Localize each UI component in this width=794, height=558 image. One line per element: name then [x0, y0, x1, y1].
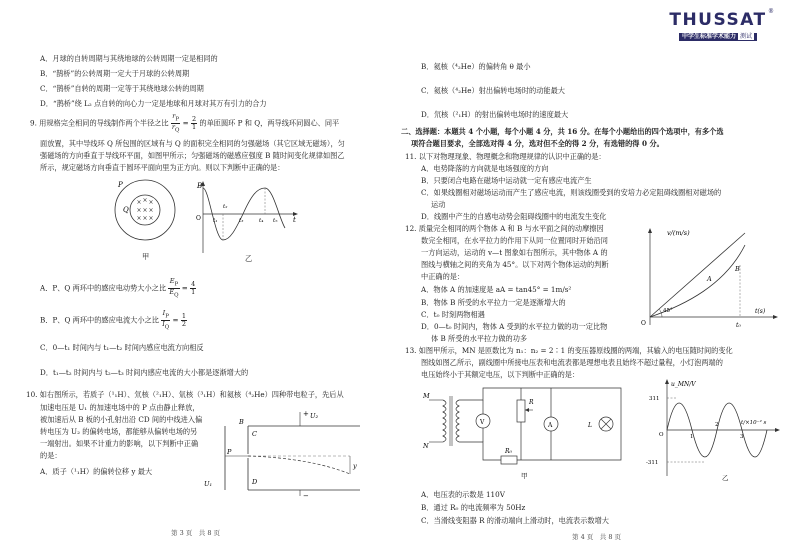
- q12-option-d-cont: 体 B 所受的水平拉力做的功多: [431, 334, 528, 343]
- plate-c-label: C: [252, 430, 257, 438]
- line-a-label: A: [707, 275, 712, 283]
- tick-1: 1: [690, 434, 694, 440]
- q10-stem-line3: 被加速后从 B 板的小孔射出沿 CD 间的中线进入偏: [40, 415, 203, 424]
- svg-text:×: ×: [136, 207, 142, 214]
- line-b-label: B: [735, 265, 740, 273]
- q9-number: 9.: [30, 118, 37, 128]
- q9-a-emf-ratio: [168, 278, 179, 299]
- origin-label: O: [659, 432, 664, 438]
- q12-line3: 一方向运动，运动的 v—t 图象如右图所示，其中物体 A 的: [421, 248, 608, 257]
- q10-stem-line5: 一端射出。如果不计重力的影响，以下判断中正确: [40, 439, 199, 448]
- q10-stem-line6: 的是：: [40, 451, 62, 460]
- t0-label: t₀: [736, 322, 741, 329]
- voltmeter-label: V: [480, 419, 485, 426]
- q9-stem-line2: 面放置，其中导线环 Q 所包围的区域有与 Q 的面积完全相同的匀强磁场（其它区域无磁场），匀: [40, 139, 345, 148]
- q10-option-c: C．氦核（⁴₂He）射出偏转电场时的动能最大: [421, 86, 565, 95]
- eq: E: [169, 287, 175, 296]
- q9-radius-ratio-rhs: [191, 116, 197, 131]
- t-axis-label: t/×10⁻² s: [741, 420, 767, 426]
- svg-text:×: ×: [148, 215, 154, 222]
- v-axis-label: v/(m/s): [667, 229, 690, 237]
- t-axis-label: t(s): [755, 308, 766, 315]
- angle-label: 45°: [663, 308, 673, 314]
- origin-label: O: [641, 320, 646, 327]
- u-axis-label: u_MN/V: [671, 381, 696, 388]
- q9-stem-a: 用规格完全相同的导线制作两个半径之比: [39, 118, 169, 128]
- b-den: 2: [181, 319, 186, 328]
- q13-number: 13.: [405, 346, 417, 355]
- q10-stem-line1: [26, 390, 344, 399]
- q11-option-c-cont: 运动: [431, 200, 446, 209]
- r-q: r: [171, 122, 175, 131]
- svg-text:×: ×: [136, 199, 142, 206]
- ep: E: [169, 277, 175, 285]
- svg-text:×: ×: [142, 197, 148, 204]
- q13-line3: 电压始终小于其额定电压，以下判断中正确的是：: [421, 370, 580, 379]
- svg-text:×: ×: [148, 207, 154, 214]
- ep-sub: P: [174, 281, 179, 288]
- section-2-title-line2: 项符合题目要求，全部选对得 4 分，选对但不全的得 2 分，有选错的得 0 分。: [411, 139, 664, 148]
- brand-name: THUSSAT: [669, 10, 767, 30]
- q13-fig-yi: 乙: [722, 474, 729, 482]
- q13-figure-u-t-graph: [637, 376, 787, 488]
- tagline-text: 中学生标准学术能力: [681, 33, 736, 41]
- tick-2: 2: [715, 422, 719, 428]
- y-label: y: [353, 462, 357, 470]
- q12-option-a: A．物体 A 的加速度是 aA = tan45° = 1m/s²: [421, 285, 572, 294]
- q11-option-d: D．线圈中产生的自感电动势会阻碍线圈中的电流发生变化: [421, 212, 607, 221]
- b-axis-label: B: [197, 182, 203, 190]
- q11-stem: [405, 152, 606, 161]
- q12-line1: [405, 224, 604, 233]
- q12-line2: 数完全相同，在水平拉力的作用下从同一位置同时开始沿同: [421, 236, 608, 245]
- tick-t4: t₄: [259, 218, 264, 224]
- tick-t2: t₂: [223, 204, 228, 210]
- ring-q-label: Q: [123, 206, 129, 214]
- a-den: 1: [191, 287, 196, 296]
- q12-line1-text: 质量完全相同的两个物体 A 和 B 与水平面之间的动摩擦因: [418, 224, 604, 233]
- svg-text:×: ×: [142, 215, 148, 222]
- q10-option-b: B．氦核（⁴₂He）的偏转角 θ 最小: [421, 62, 531, 71]
- u1-label: U₁: [204, 480, 213, 488]
- tick-t1: t₁: [213, 218, 218, 224]
- q12-line5: 中正确的是：: [421, 272, 465, 281]
- q9-radius-ratio-lhs: [171, 113, 181, 134]
- q9-fig-yi: 乙: [245, 254, 253, 263]
- u2-label: U₂: [310, 412, 319, 420]
- q9-b-text: B．P、Q 两环中的感应电流大小之比: [40, 315, 159, 325]
- q9-a-value: [190, 281, 196, 296]
- q10-option-a: A．质子（¹₁H）的偏转位移 y 最大: [40, 467, 153, 476]
- origin-label: O: [196, 215, 201, 222]
- q10-line1: 如右图所示，若质子（¹₁H）、氘核（²₁H）、氚核（³₁H）和氦核（⁴₂He）四种带电粒子，先后从: [39, 390, 344, 399]
- minus-label: −: [303, 492, 309, 498]
- tick-3: 3: [740, 434, 744, 440]
- page-4: [397, 0, 794, 558]
- q13-option-c: C．当滑线变阻器 R 的滑动端向上滑动时，电流表示数增大: [421, 516, 609, 525]
- tagline-tag: 测试: [740, 33, 753, 41]
- q9-stem-b: 的单匝圆环 P 和 Q，两导线环同圆心、同平: [199, 118, 340, 128]
- q11-option-a: A．电势降落的方向就是电场强度的方向: [421, 164, 549, 173]
- q10-number: 10.: [26, 390, 38, 399]
- q13-line1-text: 如图甲所示，MN 是匝数比为 n₁：n₂ = 2∶1 的变压器原线圈的两端，其输入的电压随时间的变化: [418, 346, 733, 355]
- trough-label: -311: [646, 460, 659, 466]
- q9-stem-line4: 所示，规定磁场方向垂直于圆环平面向里为正方向。则以下判断中正确的是：: [40, 163, 285, 172]
- q13-line2: 图线如图乙所示，副线圈中所接电压表和电流表都是理想电表且始终不超过量程，小灯泡两端的: [421, 358, 723, 367]
- svg-text:×: ×: [136, 215, 142, 222]
- plate-d-label: D: [252, 478, 258, 486]
- q9-b-current-ratio: [161, 310, 170, 331]
- terminal-n-label: N: [423, 442, 429, 450]
- q12-line4: 图线与横轴之间的夹角为 45°。以下对两个物体运动的判断: [421, 260, 609, 269]
- q9-stem-line3: 强磁场的方向垂直于导线环平面，如图甲所示；匀强磁场的磁感应强度 B 随时间变化规律如图乙: [40, 151, 345, 160]
- q13-option-b: B．通过 R₀ 的电流频率为 50Hz: [421, 503, 526, 512]
- q9-a-text: A．P、Q 两环中的感应电动势大小之比: [40, 283, 167, 293]
- q8-option-b: B．“鹊桥”的公转周期一定大于月球的公转周期: [40, 69, 190, 78]
- b-num: 1: [181, 312, 186, 321]
- q8-option-a: A．月球的自转周期与其绕地球的公转周期一定是相同的: [40, 54, 218, 63]
- brand-mark: ®: [768, 8, 774, 15]
- q10-option-d: D．氘核（²₁H）的射出偏转电场时的速度最大: [421, 110, 569, 119]
- q12-option-c: C．t₀ 时刻两物相遇: [421, 310, 485, 319]
- q8-option-d: D．“鹊桥”绕 L₂ 点自转的向心力一定是地球和月球对其万有引力的合力: [40, 99, 267, 108]
- plus-label: +: [303, 410, 309, 418]
- peak-label: 311: [649, 396, 660, 402]
- r-p-sub: P: [175, 116, 179, 123]
- terminal-m-label: M: [423, 392, 430, 400]
- q9-fig-jia: 甲: [142, 252, 150, 261]
- q12-option-d: D．0—t₀ 时间内，物体 A 受到的水平拉力做的功一定比物: [421, 322, 608, 331]
- tick-t3: t₃: [239, 218, 244, 224]
- r0-label: R₀: [505, 448, 512, 455]
- iq: I: [162, 319, 165, 328]
- ip-sub: P: [165, 313, 169, 320]
- q13-option-a: A．电压表的示数是 110V: [421, 490, 505, 499]
- q9-stem-line1: 9. 用规格完全相同的导线制作两个半径之比 $\frac{r_P}{r_Q}$ = $\frac{2}{1}$ 的单匝圆环 P 和 Q，两导线环同圆心、同平: [30, 112, 340, 134]
- eq-sub: Q: [174, 292, 179, 299]
- q13-fig-jia: 甲: [521, 472, 528, 480]
- page-3-footer: 第 3 页 共 8 页: [171, 529, 221, 537]
- q10-figure-deflection: [200, 408, 375, 498]
- section-2-title-line1: 二、选择题：本题共 4 个小题，每个小题 4 分，共 16 分。在每个小题给出的四个选项中，有多个选: [401, 127, 724, 136]
- ip: I: [162, 309, 166, 317]
- q13-line1: [405, 346, 733, 355]
- q12-number: 12.: [405, 224, 417, 233]
- q9-option-a: A．P、Q 两环中的感应电动势大小之比 $\frac{E_P}{E_Q}$ = $\frac{4}{1}$: [40, 277, 196, 299]
- r-p: r: [172, 112, 176, 120]
- q9-option-d: D．t₁—t₂ 时间内与 t₂—t₃ 时间内感应电流的大小都是逐渐增大的: [40, 368, 249, 377]
- q11-stem-text: 以下对物理现象、物理概念和物理规律的认识中正确的是：: [418, 152, 606, 161]
- q13-figure-circuit: [421, 380, 636, 482]
- tick-t5: t₅: [273, 218, 278, 224]
- q10-stem-line2: 加速电压是 U₁ 的加速电场中的 P 点由静止释放，: [40, 403, 200, 412]
- q9-option-c: C．0—t₁ 时间内与 t₁—t₂ 时间内感应电流方向相反: [40, 343, 204, 352]
- q9-option-b: B．P、Q 两环中的感应电流大小之比 $\frac{I_P}{I_Q}$ = $\frac{1}{2}$: [40, 309, 186, 331]
- q12-figure-v-t-graph: [635, 225, 785, 335]
- r-q-sub: Q: [174, 127, 180, 134]
- lamp-label: L: [588, 422, 592, 429]
- ratio-num: 2: [191, 115, 197, 124]
- ratio-den: 1: [191, 122, 197, 131]
- svg-text:×: ×: [142, 207, 148, 214]
- page-4-footer: 第 4 页 共 8 页: [572, 533, 622, 541]
- q9-figure-rings: [108, 175, 183, 250]
- svg-text:×: ×: [148, 199, 154, 206]
- iq-sub: Q: [164, 324, 170, 331]
- plate-b-label: B: [239, 418, 244, 426]
- a-num: 4: [191, 280, 196, 289]
- q11-option-b: B．只要闭合电路在磁场中运动就一定有感应电流产生: [421, 176, 592, 185]
- ring-p-label: P: [118, 181, 123, 189]
- t-axis-label: t: [293, 216, 296, 224]
- q8-option-c: C．“鹊桥”自转的周期一定等于其绕地球公转的周期: [40, 84, 204, 93]
- q11-number: 11.: [405, 152, 417, 161]
- ammeter-label: A: [548, 422, 553, 429]
- q12-option-b: B．物体 B 所受的水平拉力一定是逐渐增大的: [421, 298, 566, 307]
- rheostat-label: R: [529, 399, 534, 406]
- q9-figure-b-t-graph: [193, 178, 303, 258]
- q9-b-value: [181, 313, 187, 328]
- point-p-label: P: [227, 448, 232, 456]
- q11-option-c: C．如果线圈相对磁场运动而产生了感应电流，则该线圈受到的安培力必定阻碍线圈相对磁场的: [421, 188, 722, 197]
- q10-stem-line4: 转电压为 U₂ 的偏转电场，都能够从偏转电场的另: [40, 427, 198, 436]
